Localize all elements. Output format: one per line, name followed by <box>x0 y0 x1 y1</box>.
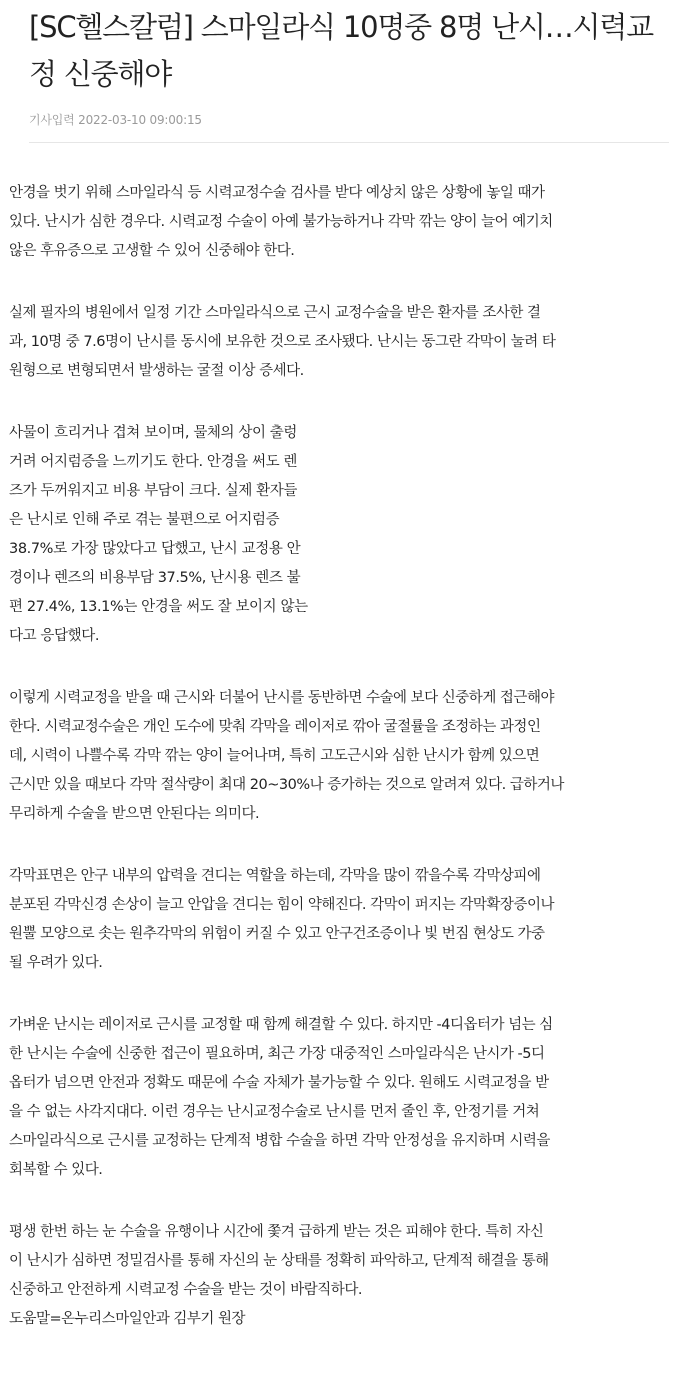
paragraph-line: 옵터가 넘으면 안전과 정확도 때문에 수술 자체가 불가능할 수 있다. 원해도 시력교정을 받 <box>9 1075 549 1091</box>
paragraph-line: 있다. 난시가 심한 경우다. 시력교정 수술이 아예 불가능하거나 각막 깎는 양이 늘어 예기치 <box>9 214 553 230</box>
paragraph-line: 편 27.4%, 13.1%는 안경을 써도 잘 보이지 않는 <box>9 599 308 615</box>
paragraph-line: 신중하고 안전하게 시력교정 수술을 받는 것이 바람직하다. <box>9 1282 362 1298</box>
article-title-line: [SC헬스칼럼] 스마일라식 10명중 8명 난시…시력교 <box>29 10 653 44</box>
article-paragraph <box>9 299 693 386</box>
article-timestamp: 기사입력 2022-03-10 09:00:15 <box>29 113 202 127</box>
paragraph-line: 회복할 수 있다. <box>9 1162 103 1178</box>
paragraph-line: 각막표면은 안구 내부의 압력을 견디는 역할을 하는데, 각막을 많이 깎을수록 각막상피에 <box>9 868 541 884</box>
article-paragraph <box>9 684 693 829</box>
paragraph-line: 데, 시력이 나쁠수록 각막 깎는 양이 늘어나며, 특히 고도근시와 심한 난시가 함께 있으면 <box>9 748 540 764</box>
paragraph-line: 즈가 두꺼워지고 비용 부담이 크다. 실제 환자들 <box>9 483 297 499</box>
article-credit: 도움말=온누리스마일안과 김부기 원장 <box>9 1311 245 1327</box>
paragraph-line: 스마일라식으로 근시를 교정하는 단계적 병합 수술을 하면 각막 안정성을 유지하며 시력을 <box>9 1133 550 1149</box>
paragraph-line: 사물이 흐리거나 겹쳐 보이며, 물체의 상이 출렁 <box>9 425 297 441</box>
paragraph-line: 실제 필자의 병원에서 일정 기간 스마일라식으로 근시 교정수술을 받은 환자를 조사한 결 <box>9 305 541 321</box>
paragraph-line: 무리하게 수술을 받으면 안된다는 의미다. <box>9 806 260 822</box>
article-paragraph <box>9 1218 693 1305</box>
paragraph-line: 근시만 있을 때보다 각막 절삭량이 최대 20~30%나 증가하는 것으로 알려져 있다. 급하거나 <box>9 777 564 793</box>
article-paragraph <box>9 862 693 978</box>
article-paragraph <box>9 179 693 266</box>
paragraph-line: 원형으로 변형되면서 발생하는 굴절 이상 증세다. <box>9 363 304 379</box>
article-header <box>29 0 669 128</box>
article-title-line: 정 신중해야 <box>29 57 172 91</box>
paragraph-line: 원뿔 모양으로 솟는 원추각막의 위험이 커질 수 있고 안구건조증이나 빛 번짐 현상도 가중 <box>9 926 545 942</box>
paragraph-line: 될 우려가 있다. <box>9 955 103 971</box>
paragraph-line: 한다. 시력교정수술은 개인 도수에 맞춰 각막을 레이저로 깎아 굴절률을 조정하는 과정인 <box>9 719 541 735</box>
paragraph-line: 38.7%로 가장 많았다고 답했고, 난시 교정용 안 <box>9 541 301 557</box>
paragraph-line: 다고 응답했다. <box>9 628 100 644</box>
article-title <box>29 0 669 98</box>
paragraph-line: 평생 한번 하는 눈 수술을 유행이나 시간에 쫓겨 급하게 받는 것은 피해야 한다. 특히 자신 <box>9 1224 544 1240</box>
paragraph-line: 분포된 각막신경 손상이 늘고 안압을 견디는 힘이 약해진다. 각막이 퍼지는 각막확장증이나 <box>9 897 554 913</box>
paragraph-line: 을 수 없는 사각지대다. 이런 경우는 난시교정수술로 난시를 먼저 줄인 후, 안정기를 거쳐 <box>9 1104 540 1120</box>
paragraph-line: 과, 10명 중 7.6명이 난시를 동시에 보유한 것으로 조사됐다. 난시는 동그란 각막이 눌려 타 <box>9 334 556 350</box>
header-divider <box>29 142 669 143</box>
paragraph-line: 이 난시가 심하면 정밀검사를 통해 자신의 눈 상태를 정확히 파악하고, 단계적 해결을 통해 <box>9 1253 549 1269</box>
paragraph-line: 거려 어지럼증을 느끼기도 한다. 안경을 써도 렌 <box>9 454 297 470</box>
article-paragraph <box>9 419 693 651</box>
article-paragraph <box>9 1011 693 1185</box>
paragraph-line: 가벼운 난시는 레이저로 근시를 교정할 때 함께 해결할 수 있다. 하지만 -4디옵터가 넘는 심 <box>9 1017 553 1033</box>
paragraph-line: 경이나 렌즈의 비용부담 37.5%, 난시용 렌즈 불 <box>9 570 301 586</box>
paragraph-line: 않은 후유증으로 고생할 수 있어 신중해야 한다. <box>9 243 295 259</box>
paragraph-line: 한 난시는 수술에 신중한 접근이 필요하며, 최근 가장 대중적인 스마일라식은 난시가 -5디 <box>9 1046 545 1062</box>
article-body <box>9 179 693 1334</box>
paragraph-line: 안경을 벗기 위해 스마일라식 등 시력교정수술 검사를 받다 예상치 않은 상황에 놓일 때가 <box>9 185 545 201</box>
paragraph-line: 은 난시로 인해 주로 겪는 불편으로 어지럼증 <box>9 512 280 528</box>
paragraph-line: 이렇게 시력교정을 받을 때 근시와 더불어 난시를 동반하면 수술에 보다 신중하게 접근해야 <box>9 690 554 706</box>
